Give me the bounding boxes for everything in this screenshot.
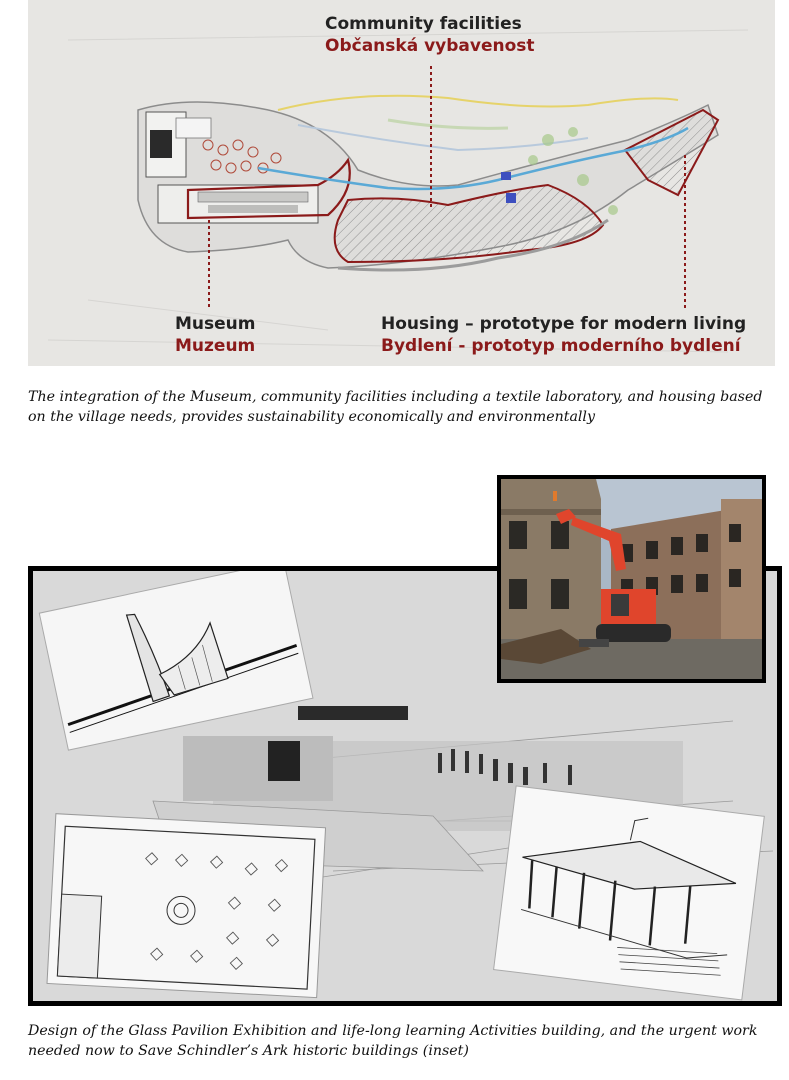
- floor-plan-card: [47, 814, 326, 998]
- museum-label-cz: Muzeum: [175, 336, 256, 356]
- housing-label-en: Housing – prototype for modern living: [381, 314, 747, 334]
- pavilion-caption: Design of the Glass Pavilion Exhibition and life-long learning Activities building, and the urgent work needed now to Save Schindler’s Ark historic buildings (inset): [28, 1023, 758, 1059]
- site-plan-caption: The integration of the Museum, community facilities including a textile laboratory, and housing based on the village needs, provides sustainability economically and environmentally: [28, 389, 763, 425]
- inset-photo-drawing: [501, 479, 762, 679]
- site-plan: [28, 0, 775, 366]
- housing-label-cz: Bydlení - prototyp moderního bydlení: [381, 336, 741, 356]
- community-label-en: Community facilities: [325, 14, 522, 34]
- museum-label: [175, 313, 255, 357]
- community-facilities-label: [325, 13, 535, 57]
- inset-photo-demolition: [497, 475, 766, 683]
- housing-label: [381, 313, 746, 357]
- community-label-cz: Občanská vybavenost: [325, 36, 535, 56]
- museum-label-en: Museum: [175, 314, 256, 334]
- perspective-sketch-card: [494, 786, 765, 1000]
